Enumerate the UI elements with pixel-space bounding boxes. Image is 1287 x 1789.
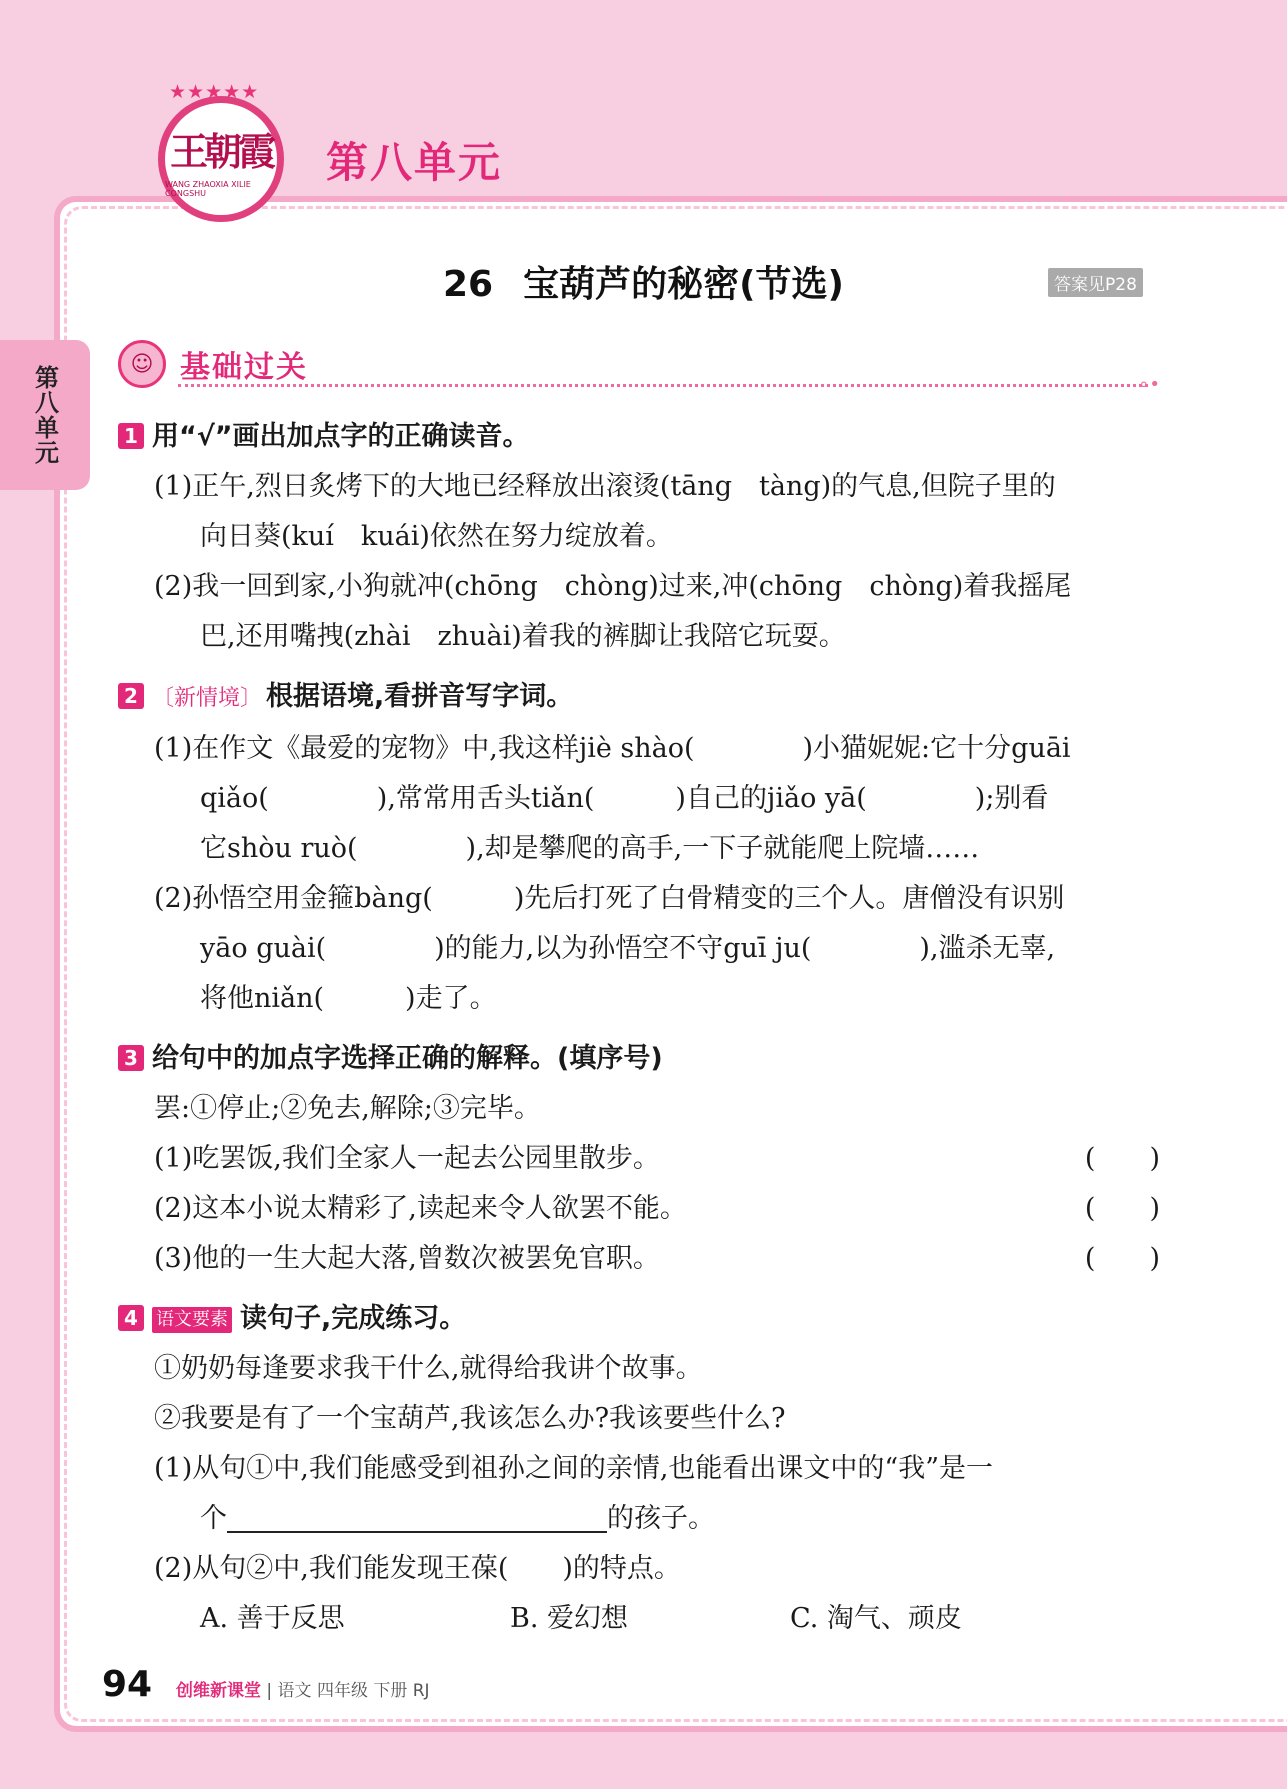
question-2-heading [118, 672, 1160, 724]
q3-item [118, 1234, 1160, 1284]
question-3-heading [118, 1034, 1160, 1084]
choice-c[interactable]: C. 淘气、顽皮 [790, 1603, 962, 1634]
q2-line: yāo guài( )的能力,以为孙悟空不守guī ju( ),滥杀无辜, [200, 933, 1056, 964]
side-tab [0, 340, 90, 490]
sentence-1: ①奶奶每逢要求我干什么,就得给我讲个故事。 [154, 1353, 703, 1384]
q1-line: 巴,还用嘴拽(zhài zhuài)着我的裤脚让我陪它玩耍。 [200, 621, 846, 652]
footer-details: | 语文 四年级 下册 RJ [266, 1681, 430, 1701]
logo-subtext: WANG ZHAOXIA XILIE CONGSHU [165, 179, 251, 198]
q2-line: 它shòu ruò( ),却是攀爬的高手,一下子就能爬上院墙…… [200, 833, 980, 864]
q1-line: (2)我一回到家,小狗就冲(chōng chòng)过来,冲(chōng chòng)着我摇尾 [154, 571, 1072, 602]
question-1-heading [118, 412, 1160, 462]
question-number: 4 [118, 1305, 144, 1331]
fill-in-line[interactable] [227, 1501, 607, 1533]
footer-info [176, 1676, 430, 1701]
q4-part-1: (1)从句①中,我们能感受到祖孙之间的亲情,也能看出课文中的“我”是一 [154, 1453, 994, 1484]
section-header [118, 338, 1160, 395]
q2-line: (2)孙悟空用金箍bàng( )先后打死了白骨精变的三个人。唐僧没有识别 [154, 883, 1065, 914]
choice-b[interactable]: B. 爱幻想 [510, 1603, 629, 1634]
question-prompt: 用“√”画出加点字的正确读音。 [152, 421, 530, 452]
lesson-number: 26 [442, 264, 494, 305]
choice-a[interactable]: A. 善于反思 [200, 1603, 345, 1634]
answer-reference-badge: 答案见P28 [1048, 268, 1143, 297]
q3-item-text: (3)他的一生大起大落,曾数次被罢免官职。 [154, 1243, 660, 1274]
logo-text: 王朝霞 [169, 128, 272, 174]
answer-blank[interactable]: ( ) [1084, 1193, 1160, 1224]
q2-line: qiǎo( ),常常用舌头tiǎn( )自己的jiǎo yā( );别看 [200, 783, 1049, 814]
question-prompt: 根据语境,看拼音写字词。 [266, 681, 574, 712]
answer-blank[interactable]: ( ) [1084, 1143, 1160, 1174]
question-number: 3 [118, 1045, 144, 1071]
choice-list [118, 1594, 1160, 1644]
question-number: 1 [118, 423, 144, 449]
q3-item-text: (2)这本小说太精彩了,读起来令人欲罢不能。 [154, 1193, 687, 1224]
new-context-tag: 〔新情境〕 [152, 686, 263, 711]
q4-text: 的孩子。 [607, 1503, 715, 1534]
exercise-content [118, 412, 1160, 1644]
unit-title: 第八单元 [326, 138, 503, 187]
dotted-divider [178, 384, 1148, 387]
q4-text: 个 [200, 1503, 227, 1534]
page-number: 94 [102, 1664, 153, 1705]
question-prompt: 读句子,完成练习。 [240, 1303, 467, 1334]
logo-stars: ★★★★★ [169, 81, 260, 103]
q2-line: 将他niǎn( )走了。 [200, 983, 497, 1014]
side-tab-label: 第八单元 [30, 365, 59, 465]
sentence-2: ②我要是有了一个宝葫芦,我该怎么办?我该要些什么? [154, 1403, 786, 1434]
footer-brand: 创维新课堂 [176, 1681, 261, 1701]
q4-part-1-cont [118, 1494, 1160, 1544]
q1-line: (1)正午,烈日炙烤下的大地已经释放出滚烫(tāng tàng)的气息,但院子里的 [154, 471, 1056, 502]
language-element-tag: 语文要素 [152, 1307, 232, 1333]
q2-line: (1)在作文《最爱的宠物》中,我这样jiè shào( )小猫妮妮:它十分guāi [154, 733, 1071, 764]
answer-blank[interactable]: ( ) [1084, 1243, 1160, 1274]
q3-item [118, 1134, 1160, 1184]
q4-part-2: (2)从句②中,我们能发现王葆( )的特点。 [154, 1553, 681, 1584]
section-title: 基础过关 [180, 350, 308, 385]
publisher-logo [158, 81, 284, 222]
question-number: 2 [118, 683, 144, 709]
lesson-title-text: 宝葫芦的秘密(节选) [523, 264, 845, 305]
q1-line: 向日葵(kuí kuái)依然在努力绽放着。 [200, 521, 673, 552]
definition-line: 罢:①停止;②免去,解除;③完毕。 [154, 1093, 541, 1124]
question-prompt: 给句中的加点字选择正确的解释。(填序号) [152, 1043, 663, 1074]
decorative-dots-icon: ∘• [1138, 374, 1160, 395]
q3-item-text: (1)吃罢饭,我们全家人一起去公园里散步。 [154, 1143, 660, 1174]
q3-item [118, 1184, 1160, 1234]
teacher-avatar-icon: ☺ [118, 340, 166, 388]
question-4-heading [118, 1294, 1160, 1344]
